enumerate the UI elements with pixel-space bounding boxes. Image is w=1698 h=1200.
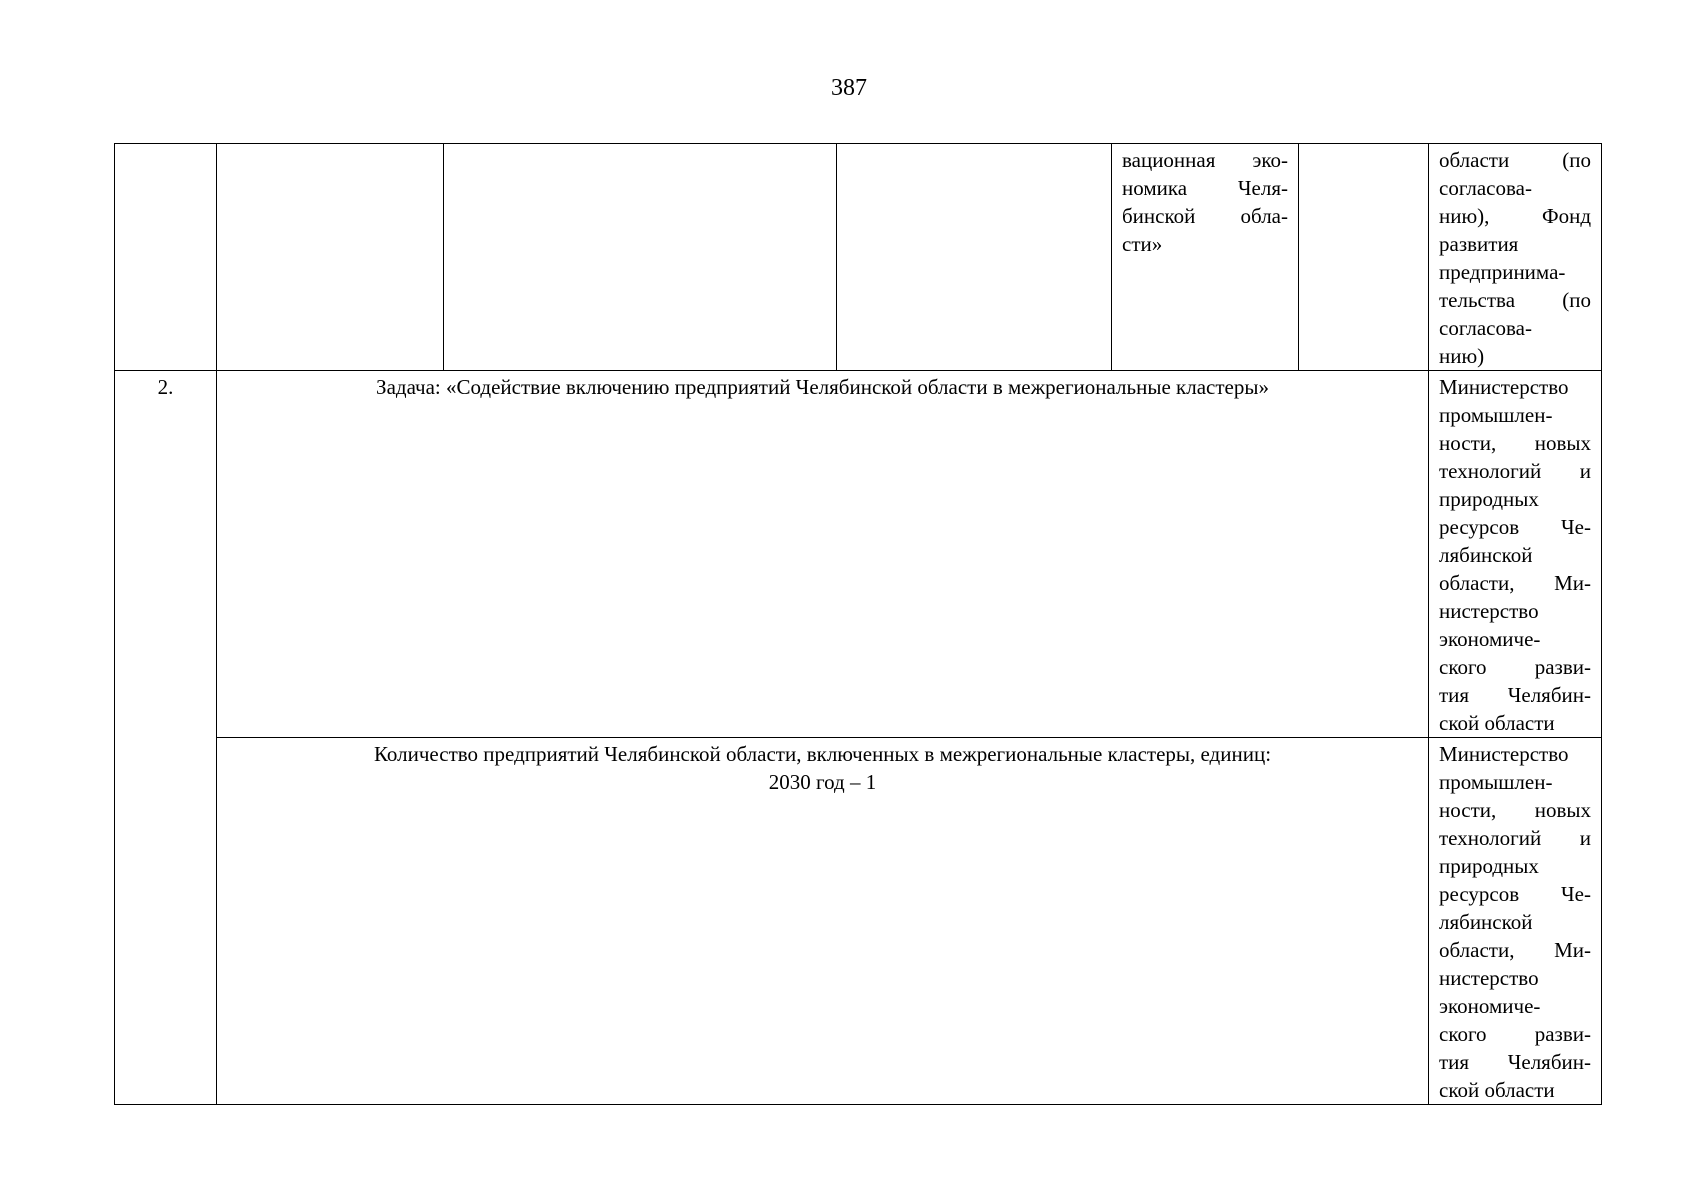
cell-task-text: Задача: «Содействие включению предприятий Челябинской области в межрегиональные кластеры» [217,371,1429,738]
table-row-indicator [115,738,1602,1105]
cell-row-number: 2. [115,371,217,1105]
plan-table [114,143,1602,1105]
cell-empty-3 [444,144,837,371]
cell-program-name-continuation: вационная эко- номика Челя- бинской обла- сти» [1112,144,1299,371]
indicator-line-1: Количество предприятий Челябинской области, включенных в межрегиональные кластеры, единиц: [373,742,1272,766]
cell-indicator-text [217,738,1429,1105]
cell-responsible-continuation: области (по согласова- нию), Фонд развития предпринима- тельства (по согласова- нию) [1429,144,1602,371]
cell-empty-2 [217,144,444,371]
cell-task-responsible: Министерство промышлен- ности, новых технологий и природных ресурсов Че- лябинской области, Ми- нистерство экономиче- ского разви- тия Челябин- ской области [1429,371,1602,738]
cell-empty-4 [837,144,1112,371]
page-number: 387 [831,75,867,101]
cell-empty-1 [115,144,217,371]
indicator-line-2: 2030 год – 1 [768,770,877,794]
table-row-task [115,371,1602,738]
cell-indicator-responsible: Министерство промышлен- ности, новых технологий и природных ресурсов Че- лябинской области, Ми- нистерство экономиче- ского разви- тия Челябин- ской области [1429,738,1602,1105]
cell-empty-6 [1299,144,1429,371]
table-row-continuation [115,144,1602,371]
